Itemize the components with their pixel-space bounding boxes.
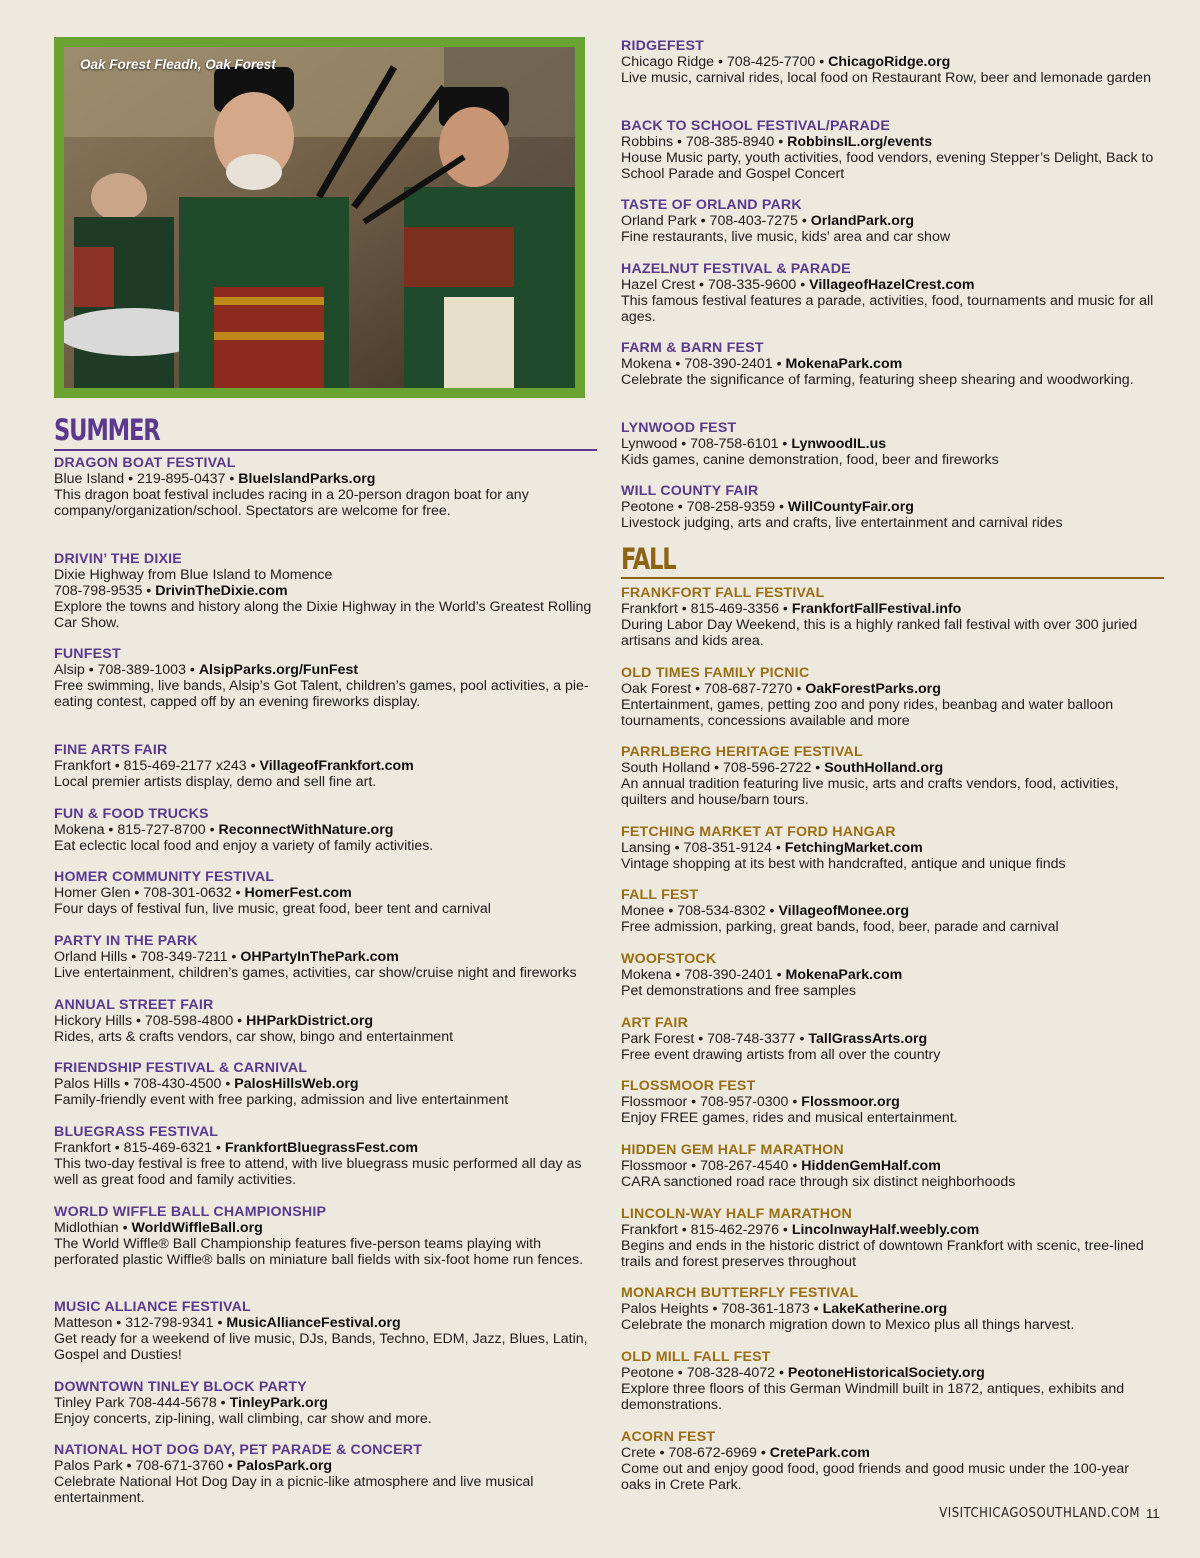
event-website-link[interactable]: LincolnwayHalf.weebly.com (791, 1222, 980, 1238)
event-contact (54, 1458, 594, 1474)
event-description: House Music party, youth activities, food vendors, evening Stepper’s Delight, Back to School Parade and Gospel Concert (621, 150, 1154, 182)
event-title: FUN & FOOD TRUCKS (54, 806, 209, 822)
event-location-phone: Tinley Park 708-444-5678 • (54, 1395, 230, 1411)
event-title: OLD TIMES FAMILY PICNIC (621, 665, 810, 681)
event-contact (54, 1315, 594, 1331)
event-location-phone: Peotone • 708-258-9359 • (621, 499, 788, 515)
event-contact (621, 967, 1161, 983)
event-entry (621, 1206, 1161, 1270)
event-description: Pet demonstrations and free samples (621, 983, 857, 999)
event-title: DOWNTOWN TINLEY BLOCK PARTY (54, 1379, 307, 1395)
event-entry (54, 1204, 594, 1268)
event-title: MONARCH BUTTERFLY FESTIVAL (621, 1285, 859, 1301)
event-location-phone: Palos Park • 708-671-3760 • (54, 1458, 237, 1474)
event-website-link[interactable]: SouthHolland.org (824, 760, 944, 776)
event-description: Celebrate the significance of farming, featuring sheep shearing and woodworking. (621, 372, 1134, 388)
event-contact (621, 1031, 1161, 1047)
event-website-link[interactable]: FrankfortBluegrassFest.com (224, 1140, 418, 1156)
event-entry (621, 1349, 1161, 1413)
event-contact (54, 583, 594, 599)
event-location-phone: Frankfort • 815-462-2976 • (621, 1222, 792, 1238)
event-description: Free event drawing artists from all over the country (621, 1047, 941, 1063)
event-description: Kids games, canine demonstration, food, beer and fireworks (621, 452, 999, 468)
event-contact (621, 277, 1161, 293)
event-location-phone: Mokena • 708-390-2401 • (621, 967, 786, 983)
event-title: FETCHING MARKET AT FORD HANGAR (621, 824, 896, 840)
event-contact (621, 1445, 1161, 1461)
event-location-phone: Monee • 708-534-8302 • (621, 903, 779, 919)
event-website-link[interactable]: OakForestParks.org (805, 681, 941, 697)
event-contact (621, 903, 1161, 919)
event-contact (54, 1013, 594, 1029)
event-location-phone: Orland Hills • 708-349-7211 • (54, 949, 241, 965)
event-description: Entertainment, games, petting zoo and pony rides, beanbag and water balloon tournaments, concessions available and more (621, 697, 1114, 729)
event-contact (621, 499, 1161, 515)
event-contact (621, 1158, 1161, 1174)
event-contact (621, 601, 1161, 617)
event-entry (54, 455, 594, 519)
event-website-link[interactable]: MusicAllianceFestival.org (226, 1315, 401, 1331)
event-description: Free admission, parking, great bands, food, beer, parade and carnival (621, 919, 1059, 935)
fall-rule (621, 577, 1164, 579)
event-website-link[interactable]: DrivinTheDixie.com (155, 583, 288, 599)
footer-site[interactable]: VISITCHICAGOSOUTHLAND.COM (939, 1506, 1140, 1521)
event-description: Local premier artists display, demo and sell fine art. (54, 774, 377, 790)
event-location-phone: Mokena • 815-727-8700 • (54, 822, 219, 838)
event-description: Celebrate National Hot Dog Day in a picnic-like atmosphere and live musical entertainment. (54, 1474, 534, 1506)
event-contact (54, 949, 594, 965)
event-entry (621, 1429, 1161, 1493)
event-contact (621, 436, 1161, 452)
event-title: DRIVIN’ THE DIXIE (54, 551, 182, 567)
event-contact (54, 662, 594, 678)
event-contact (621, 1094, 1161, 1110)
event-entry (621, 38, 1161, 86)
event-location-phone: Hickory Hills • 708-598-4800 • (54, 1013, 247, 1029)
event-location-phone: Oak Forest • 708-687-7270 • (621, 681, 806, 697)
event-entry (621, 1078, 1161, 1126)
event-website-link[interactable]: CretePark.com (769, 1445, 870, 1461)
event-website-link[interactable]: HHParkDistrict.org (246, 1013, 374, 1029)
event-website-link[interactable]: PalosHillsWeb.org (234, 1076, 359, 1092)
event-title: FUNFEST (54, 646, 121, 662)
event-location-phone: Hazel Crest • 708-335-9600 • (621, 277, 810, 293)
event-contact (54, 1140, 594, 1156)
event-website-link[interactable]: VillageofFrankfort.com (259, 758, 414, 774)
event-website-link[interactable]: AlsipParks.org/FunFest (198, 662, 359, 678)
bagpipers-image (64, 47, 575, 388)
event-title: ACORN FEST (621, 1429, 716, 1445)
event-entry (621, 118, 1161, 182)
event-location-phone: Alsip • 708-389-1003 • (54, 662, 199, 678)
event-entry (54, 1442, 594, 1506)
event-location-phone: Midlothian • (54, 1220, 132, 1236)
event-location-phone: Robbins • 708-385-8940 • (621, 134, 788, 150)
event-title: BLUEGRASS FESTIVAL (54, 1124, 219, 1140)
event-description: Fine restaurants, live music, kids’ area and car show (621, 229, 951, 245)
event-entry (621, 483, 1161, 531)
event-contact (621, 213, 1161, 229)
event-title: FRIENDSHIP FESTIVAL & CARNIVAL (54, 1060, 308, 1076)
event-title: WOOFSTOCK (621, 951, 717, 967)
event-contact (621, 54, 1161, 70)
event-entry (621, 585, 1161, 649)
event-location-phone: Orland Park • 708-403-7275 • (621, 213, 811, 229)
event-title: FARM & BARN FEST (621, 340, 764, 356)
event-title: TASTE OF ORLAND PARK (621, 197, 802, 213)
event-website-link[interactable]: FrankfortFallFestival.info (791, 601, 962, 617)
event-website-link[interactable]: OrlandPark.org (810, 213, 915, 229)
event-website-link[interactable]: OHPartyInThePark.com (240, 949, 399, 965)
event-website-link[interactable]: TallGrassArts.org (808, 1031, 928, 1047)
event-title: FLOSSMOOR FEST (621, 1078, 756, 1094)
event-location-phone: Lansing • 708-351-9124 • (621, 840, 785, 856)
event-location-phone: Palos Heights • 708-361-1873 • (621, 1301, 823, 1317)
event-entry (54, 742, 594, 790)
festival-photo (54, 37, 585, 398)
event-description: This famous festival features a parade, activities, food, tournaments and music for all ages. (621, 293, 1154, 325)
event-title: HIDDEN GEM HALF MARATHON (621, 1142, 844, 1158)
event-title: DRAGON BOAT FESTIVAL (54, 455, 236, 471)
event-title: FINE ARTS FAIR (54, 742, 168, 758)
event-description: Free swimming, live bands, Alsip’s Got Talent, children’s games, pool activities, a pie-eating contest, capped off by an evening fireworks display. (54, 678, 589, 710)
event-description: Rides, arts & crafts vendors, car show, bingo and entertainment (54, 1029, 454, 1045)
event-location-phone: Palos Hills • 708-430-4500 • (54, 1076, 235, 1092)
event-entry (621, 261, 1161, 325)
event-website-link[interactable]: PalosPark.org (236, 1458, 333, 1474)
event-entry (54, 1060, 594, 1108)
event-title: FALL FEST (621, 887, 699, 903)
event-description: The World Wiffle® Ball Championship features five-person teams playing with perforated plastic Wiffle® balls on miniature ball fields with six-foot home run fences. (54, 1236, 584, 1268)
event-description: Four days of festival fun, live music, great food, beer tent and carnival (54, 901, 491, 917)
event-website-link[interactable]: ReconnectWithNature.org (218, 822, 394, 838)
event-location-phone: Crete • 708-672-6969 • (621, 1445, 770, 1461)
event-description: Celebrate the monarch migration down to Mexico plus all things harvest. (621, 1317, 1075, 1333)
summer-rule (54, 449, 597, 451)
event-entry (621, 1015, 1161, 1063)
event-description: An annual tradition featuring live music, arts and crafts vendors, food, activities, quilters and house/barn tours. (621, 776, 1119, 808)
event-description: This dragon boat festival includes racing in a 20-person dragon boat for any company/organization/school. Spectators are welcome for free. (54, 487, 529, 519)
event-title: ART FAIR (621, 1015, 689, 1031)
event-website-link[interactable]: Flossmoor.org (801, 1094, 900, 1110)
event-location-phone: Chicago Ridge • 708-425-7700 • (621, 54, 829, 70)
event-description: Enjoy FREE games, rides and musical entertainment. (621, 1110, 958, 1126)
event-location-phone: Flossmoor • 708-267-4540 • (621, 1158, 802, 1174)
event-entry (54, 806, 594, 854)
event-title: RIDGEFEST (621, 38, 704, 54)
event-contact (54, 758, 594, 774)
event-description: Explore the towns and history along the Dixie Highway in the World’s Greatest Rolling Car Show. (54, 599, 592, 631)
event-website-link[interactable]: RobbinsIL.org/events (787, 134, 933, 150)
event-description: Enjoy concerts, zip-lining, wall climbing, car show and more. (54, 1411, 432, 1427)
event-contact (54, 885, 594, 901)
event-location-phone: Park Forest • 708-748-3377 • (621, 1031, 809, 1047)
event-title: WILL COUNTY FAIR (621, 483, 759, 499)
event-website-link[interactable]: MokenaPark.com (785, 356, 903, 372)
event-description: Livestock judging, arts and crafts, live entertainment and carnival rides (621, 515, 1063, 531)
event-contact (621, 681, 1161, 697)
event-title: FRANKFORT FALL FESTIVAL (621, 585, 825, 601)
event-website-link[interactable]: WillCountyFair.org (787, 499, 914, 515)
event-location-phone: Peotone • 708-328-4072 • (621, 1365, 788, 1381)
event-entry (621, 887, 1161, 935)
event-title: BACK TO SCHOOL FESTIVAL/PARADE (621, 118, 891, 134)
event-contact (621, 356, 1161, 372)
fall-heading: FALL (621, 542, 676, 576)
event-location-phone: Frankfort • 815-469-6321 • (54, 1140, 225, 1156)
event-description: This two-day festival is free to attend, with live bluegrass music performed all day as well as great food and family activities. (54, 1156, 582, 1188)
event-title: NATIONAL HOT DOG DAY, PET PARADE & CONCERT (54, 1442, 423, 1458)
event-title: MUSIC ALLIANCE FESTIVAL (54, 1299, 251, 1315)
event-entry (621, 197, 1161, 245)
event-contact (54, 1395, 594, 1411)
event-description: Get ready for a weekend of live music, DJs, Bands, Techno, EDM, Jazz, Blues, Latin, Gospel and Dusties! (54, 1331, 588, 1363)
event-description: Explore three floors of this German Windmill built in 1872, antiques, exhibits and demonstrations. (621, 1381, 1125, 1413)
event-website-link[interactable]: HiddenGemHalf.com (801, 1158, 941, 1174)
event-title: OLD MILL FALL FEST (621, 1349, 771, 1365)
event-website-link[interactable]: TinleyPark.org (229, 1395, 328, 1411)
event-entry (621, 340, 1161, 388)
event-location-phone: South Holland • 708-596-2722 • (621, 760, 825, 776)
event-contact (621, 1365, 1161, 1381)
event-entry (54, 869, 594, 917)
event-title: PARTY IN THE PARK (54, 933, 198, 949)
event-entry (54, 1124, 594, 1188)
event-website-link[interactable]: BlueIslandParks.org (238, 471, 376, 487)
photo-caption: Oak Forest Fleadh, Oak Forest (80, 57, 276, 72)
event-website-link[interactable]: LakeKatherine.org (822, 1301, 948, 1317)
event-location-phone: Matteson • 312-798-9341 • (54, 1315, 227, 1331)
event-contact (54, 1076, 594, 1092)
event-website-link[interactable]: LynwoodIL.us (791, 436, 887, 452)
event-website-link[interactable]: MokenaPark.com (785, 967, 903, 983)
event-contact (621, 1222, 1161, 1238)
event-entry (621, 744, 1161, 808)
event-contact (54, 1220, 594, 1236)
event-entry (621, 951, 1161, 999)
event-entry (54, 551, 594, 631)
event-website-link[interactable]: PeotoneHistoricalSociety.org (787, 1365, 985, 1381)
event-website-link[interactable]: VillageofHazelCrest.com (809, 277, 975, 293)
event-entry (621, 665, 1161, 729)
event-title: ANNUAL STREET FAIR (54, 997, 214, 1013)
event-location-phone: Flossmoor • 708-957-0300 • (621, 1094, 802, 1110)
event-entry (54, 1379, 594, 1427)
event-website-link[interactable]: ChicagoRidge.org (828, 54, 951, 70)
event-description: Eat eclectic local food and enjoy a variety of family activities. (54, 838, 434, 854)
event-location-phone: Mokena • 708-390-2401 • (621, 356, 786, 372)
event-title: HAZELNUT FESTIVAL & PARADE (621, 261, 851, 277)
event-description: Family-friendly event with free parking, admission and live entertainment (54, 1092, 509, 1108)
event-website-link[interactable]: VillageofMonee.org (778, 903, 910, 919)
event-contact (54, 471, 594, 487)
event-description: Vintage shopping at its best with handcrafted, antique and unique finds (621, 856, 1066, 872)
event-location-phone: Homer Glen • 708-301-0632 • (54, 885, 245, 901)
event-contact (621, 134, 1161, 150)
event-title: LINCOLN-WAY HALF MARATHON (621, 1206, 852, 1222)
page-number: 11 (1146, 1506, 1160, 1521)
event-location-phone: Blue Island • 219-895-0437 • (54, 471, 239, 487)
event-description: Live music, carnival rides, local food on Restaurant Row, beer and lemonade garden (621, 70, 1151, 86)
event-entry (54, 1299, 594, 1363)
summer-heading: SUMMER (54, 413, 160, 447)
event-location: Dixie Highway from Blue Island to Momence (54, 567, 333, 583)
event-title: HOMER COMMUNITY FESTIVAL (54, 869, 275, 885)
event-contact (621, 760, 1161, 776)
event-description: CARA sanctioned road race through six distinct neighborhoods (621, 1174, 1016, 1190)
event-location-phone: Lynwood • 708-758-6101 • (621, 436, 792, 452)
event-description: Live entertainment, children’s games, activities, car show/cruise night and fireworks (54, 965, 577, 981)
event-website-link[interactable]: FetchingMarket.com (784, 840, 923, 856)
event-location-phone: Frankfort • 815-469-2177 x243 • (54, 758, 260, 774)
event-entry (621, 1142, 1161, 1190)
event-description: Come out and enjoy good food, good friends and good music under the 100-year oaks in Crete Park. (621, 1461, 1129, 1493)
event-location-phone: Frankfort • 815-469-3356 • (621, 601, 792, 617)
event-entry (54, 933, 594, 981)
event-website-link[interactable]: WorldWiffleBall.org (131, 1220, 263, 1236)
event-entry (621, 824, 1161, 872)
event-title: LYNWOOD FEST (621, 420, 737, 436)
event-title: WORLD WIFFLE BALL CHAMPIONSHIP (54, 1204, 327, 1220)
event-contact (621, 1301, 1161, 1317)
event-title: PARRLBERG HERITAGE FESTIVAL (621, 744, 863, 760)
event-entry (54, 997, 594, 1045)
event-description: During Labor Day Weekend, this is a highly ranked fall festival with over 300 juried artisans and kids area. (621, 617, 1138, 649)
event-description: Begins and ends in the historic district of downtown Frankfort with scenic, tree-lined trails and forest preserves throughout (621, 1238, 1144, 1270)
event-website-link[interactable]: HomerFest.com (244, 885, 352, 901)
event-entry (54, 646, 594, 710)
event-contact (54, 822, 594, 838)
event-contact (621, 840, 1161, 856)
event-entry (621, 1285, 1161, 1333)
event-entry (621, 420, 1161, 468)
event-location-phone: 708-798-9535 • (54, 583, 156, 599)
